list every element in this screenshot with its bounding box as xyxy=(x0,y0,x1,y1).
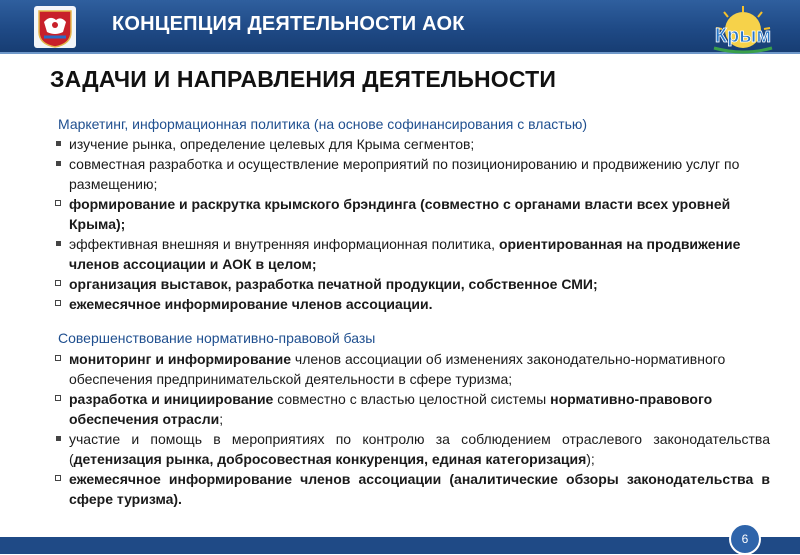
marketing-block-title: Маркетинг, информационная политика (на основе софинансирования с властью) xyxy=(58,116,588,132)
bullet-icon xyxy=(55,395,61,401)
bullet-icon xyxy=(56,241,61,246)
legal-block-title: Совершенствование нормативно-правовой базы xyxy=(58,330,376,346)
svg-text:Крым: Крым xyxy=(714,25,772,47)
bullet-icon xyxy=(56,436,61,441)
crimea-coat-of-arms-icon xyxy=(30,2,80,50)
bullet-icon xyxy=(55,475,61,481)
list-item xyxy=(55,349,770,389)
list-item-text-bold: разработка и инициирование xyxy=(69,391,274,407)
list-item-text-bold: нормативно-правового обеспечения отрасли xyxy=(69,391,713,427)
list-item xyxy=(55,274,770,294)
list-item xyxy=(55,389,770,429)
legal-list xyxy=(55,349,770,509)
list-item xyxy=(55,469,770,509)
footer-bar xyxy=(0,537,800,554)
list-item-text: членов ассоциации об изменениях законодательно-нормативного обеспечения предпринимательской деятельности в сфере туризма; xyxy=(69,351,726,387)
list-item-text-bold: детенизация рынка, добросовестная конкуренция, единая категоризация xyxy=(73,451,587,467)
section-heading: ЗАДАЧИ И НАПРАВЛЕНИЯ ДЕЯТЕЛЬНОСТИ xyxy=(50,66,557,92)
bullet-icon xyxy=(55,280,61,286)
list-item-text: ); xyxy=(586,451,595,467)
header-title: КОНЦЕПЦИЯ ДЕЯТЕЛЬНОСТИ АОК xyxy=(112,13,465,35)
list-item-text-bold: ориентированная на продвижение членов ассоциации и АОК в целом; xyxy=(69,236,741,272)
list-item-text-bold: мониторинг и информирование xyxy=(69,351,292,367)
list-item xyxy=(55,294,770,314)
list-item-text: совместно с властью целостной системы xyxy=(273,391,551,407)
marketing-list xyxy=(55,134,770,314)
bullet-icon xyxy=(55,200,61,206)
list-item xyxy=(55,234,770,274)
legal-block xyxy=(55,328,770,509)
page-number-badge: 6 xyxy=(729,523,761,555)
bullet-icon xyxy=(56,141,61,146)
list-item-text: организация выставок, разработка печатной продукции, собственное СМИ; xyxy=(69,276,598,292)
list-item-text: участие и помощь в мероприятиях по контролю за соблюдением отраслевого законодательства ( xyxy=(69,431,770,467)
list-item-text: совместная разработка и осуществление мероприятий по позиционированию и продвижению услуг по размещению; xyxy=(69,156,740,192)
bullet-icon xyxy=(55,355,61,361)
header-bar xyxy=(0,0,800,54)
list-item xyxy=(55,194,770,234)
list-item-text: формирование и раскрутка крымского брэндинга (совместно с органами власти всех уровней Крыма); xyxy=(69,196,731,232)
list-item-text: ; xyxy=(219,411,224,427)
list-item-text: ежемесячное информирование членов ассоциации. xyxy=(69,296,433,312)
list-item xyxy=(55,134,770,154)
content-area xyxy=(55,114,770,509)
marketing-block xyxy=(55,114,770,314)
list-item-text: изучение рынка, определение целевых для Крыма сегментов; xyxy=(69,136,475,152)
list-item xyxy=(55,154,770,194)
list-item xyxy=(55,429,770,469)
bullet-icon xyxy=(55,300,61,306)
crimea-brand-logo xyxy=(706,4,780,60)
bullet-icon xyxy=(56,161,61,166)
list-item-text: эффективная внешняя и внутренняя информационная политика, xyxy=(69,236,499,252)
list-item-text: ежемесячное информирование членов ассоциации (аналитические обзоры законодательства в сфере туризма). xyxy=(69,471,770,507)
